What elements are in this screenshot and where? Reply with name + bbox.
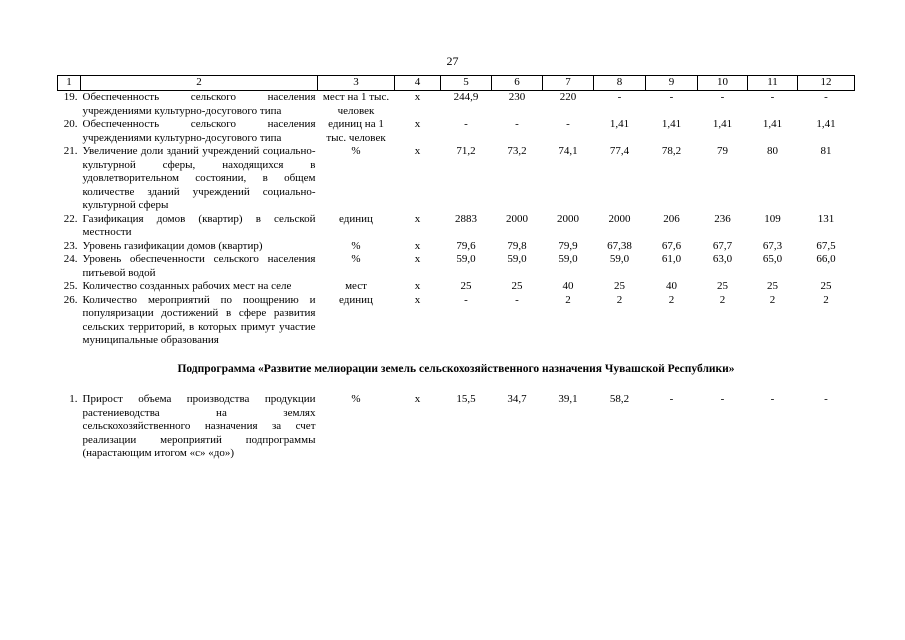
column-header: 7: [543, 76, 594, 91]
unit: единиц: [339, 212, 373, 225]
table-row: [58, 280, 855, 294]
value-cell: -: [617, 91, 622, 103]
value-cell: 25: [614, 280, 625, 292]
row-number: 1.: [69, 393, 78, 405]
value-cell: 25: [511, 280, 523, 292]
value-cell: -: [720, 91, 725, 103]
table-row: [58, 145, 855, 213]
subprogram-title: Подпрограмма «Развитие мелиорации земель сельскохозяйственного назначения Чувашской Республики»: [177, 362, 735, 375]
value-cell: 2883: [455, 212, 477, 225]
value-cell: 2000: [557, 212, 579, 225]
value-cell: 74,1: [558, 145, 578, 157]
value-cell: -: [669, 91, 674, 103]
value-cell: 61,0: [661, 253, 682, 265]
value-cell: 63,0: [712, 253, 733, 265]
base-value: x: [414, 212, 421, 225]
column-header: 2: [81, 76, 318, 91]
unit: %: [351, 145, 361, 157]
unit: мест на 1 тыс. человек: [322, 91, 390, 117]
indicator-name: Прирост объема производства продукции растениеводства на землях сельскохозяйственного назначения за счет реализации мероприятий подпрограммы (нарастающим итогом «с» «до»): [82, 393, 316, 459]
indicator-name: Количество созданных рабочих мест на селе: [82, 280, 292, 292]
value-cell: 59,0: [456, 253, 476, 265]
value-cell: 39,1: [558, 393, 578, 405]
value-cell: 34,7: [507, 393, 527, 405]
row-number: 23.: [63, 239, 78, 252]
value-cell: 25: [767, 280, 778, 292]
value-cell: -: [770, 393, 775, 405]
value-cell: 40: [666, 280, 677, 292]
value-cell: 79,6: [456, 239, 476, 252]
value-cell: 2: [565, 293, 571, 306]
table-row: [58, 253, 855, 280]
value-cell: 67,5: [816, 239, 836, 252]
value-cell: 25: [460, 280, 472, 292]
value-cell: 2: [769, 293, 776, 306]
value-cell: 244,9: [453, 91, 479, 103]
value-cell: -: [824, 91, 828, 103]
value-cell: 1,41: [661, 118, 682, 130]
column-header: 11: [748, 76, 798, 91]
value-cell: 67,38: [607, 239, 632, 252]
indicator-name: Уровень обеспеченности сельского населения питьевой водой: [82, 253, 316, 279]
base-value: x: [414, 239, 421, 252]
value-cell: 71,2: [456, 145, 476, 157]
value-cell: 2: [616, 293, 623, 306]
row-number: 26.: [63, 293, 78, 306]
row-number: 20.: [63, 118, 78, 130]
value-cell: 25: [717, 280, 728, 292]
value-cell: 59,0: [609, 253, 630, 265]
base-value: x: [414, 280, 421, 292]
indicator-name: Уровень газификации домов (квартир): [82, 239, 263, 252]
row-number: 24.: [63, 253, 78, 265]
value-cell: 236: [714, 212, 731, 225]
table-row: [58, 91, 855, 119]
table-header-row: [58, 76, 855, 91]
value-cell: 78,2: [661, 145, 682, 157]
value-cell: 131: [817, 212, 835, 225]
column-header: 1: [58, 76, 81, 91]
value-cell: 1,41: [762, 118, 783, 130]
value-cell: 206: [663, 212, 680, 225]
subprogram-row: [58, 348, 855, 394]
unit: единиц на 1 тыс. человек: [326, 118, 386, 144]
value-cell: 40: [562, 280, 574, 292]
indicator-name: Обеспеченность сельского населения учреждениями культурно-досугового типа: [82, 91, 316, 117]
column-header: 6: [492, 76, 543, 91]
value-cell: -: [770, 91, 775, 103]
table-row: [58, 118, 855, 145]
value-cell: -: [566, 118, 570, 130]
column-header: 4: [395, 76, 441, 91]
column-header: 10: [698, 76, 748, 91]
value-cell: 2: [823, 293, 829, 306]
value-cell: 1,41: [609, 118, 630, 130]
value-cell: 77,4: [609, 145, 630, 157]
unit: единиц: [339, 293, 373, 306]
unit: %: [351, 253, 361, 265]
value-cell: 230: [508, 91, 526, 103]
value-cell: 59,0: [558, 253, 578, 265]
value-cell: -: [464, 293, 468, 306]
value-cell: 66,0: [816, 253, 836, 265]
base-value: x: [414, 145, 421, 157]
value-cell: -: [515, 118, 519, 130]
value-cell: 81: [820, 145, 832, 157]
column-header: 8: [594, 76, 646, 91]
table-row: [58, 393, 855, 461]
row-number: 25.: [63, 280, 78, 292]
value-cell: -: [464, 118, 468, 130]
unit: мест: [345, 280, 367, 292]
value-cell: 79,9: [558, 239, 578, 252]
table-row: [58, 294, 855, 348]
value-cell: 80: [767, 145, 778, 157]
base-value: x: [414, 253, 421, 265]
unit: %: [351, 393, 361, 405]
value-cell: 58,2: [609, 393, 630, 405]
value-cell: 2: [668, 293, 675, 306]
base-value: x: [414, 293, 421, 306]
column-header: 3: [318, 76, 395, 91]
table-row: [58, 213, 855, 240]
value-cell: 67,3: [762, 239, 783, 252]
value-cell: -: [669, 393, 674, 405]
base-value: x: [414, 118, 421, 130]
value-cell: 25: [820, 280, 832, 292]
value-cell: 15,5: [456, 393, 476, 405]
value-cell: 1,41: [816, 118, 836, 130]
value-cell: 67,6: [661, 239, 682, 252]
value-cell: 79: [717, 145, 728, 157]
unit: %: [351, 239, 361, 252]
indicator-name: Количество мероприятий по поощрению и популяризации достижений в сфере развития сельских территорий, в которых примут участие муниципальные образования: [82, 293, 316, 346]
value-cell: 59,0: [507, 253, 527, 265]
column-header: 12: [798, 76, 855, 91]
value-cell: -: [824, 393, 828, 405]
value-cell: 109: [764, 212, 781, 225]
value-cell: 2000: [506, 212, 528, 225]
row-number: 22.: [63, 212, 78, 225]
base-value: x: [414, 91, 421, 103]
indicator-name: Газификация домов (квартир) в сельской местности: [82, 212, 316, 238]
value-cell: 73,2: [507, 145, 527, 157]
row-number: 19.: [63, 91, 78, 103]
value-cell: 79,8: [507, 239, 527, 252]
value-cell: 2: [719, 293, 726, 306]
column-header: 5: [441, 76, 492, 91]
value-cell: 1,41: [712, 118, 733, 130]
value-cell: -: [720, 393, 725, 405]
value-cell: 67,7: [712, 239, 733, 252]
value-cell: 65,0: [762, 253, 783, 265]
indicator-name: Обеспеченность сельского населения учреждениями культурно-досугового типа: [82, 118, 316, 144]
table-row: [58, 240, 855, 254]
row-number: 21.: [63, 145, 78, 157]
column-header: 9: [646, 76, 698, 91]
indicators-table: [57, 75, 855, 461]
value-cell: 2000: [608, 212, 631, 225]
value-cell: 220: [559, 91, 577, 103]
value-cell: -: [515, 293, 519, 306]
base-value: x: [414, 393, 421, 405]
indicator-name: Увеличение доли зданий учреждений социально-культурной сферы, находящихся в удовлетворительном состоянии, в общем количестве зданий учреждений социально-культурной сферы: [82, 145, 316, 211]
page-number: 27: [446, 54, 459, 68]
